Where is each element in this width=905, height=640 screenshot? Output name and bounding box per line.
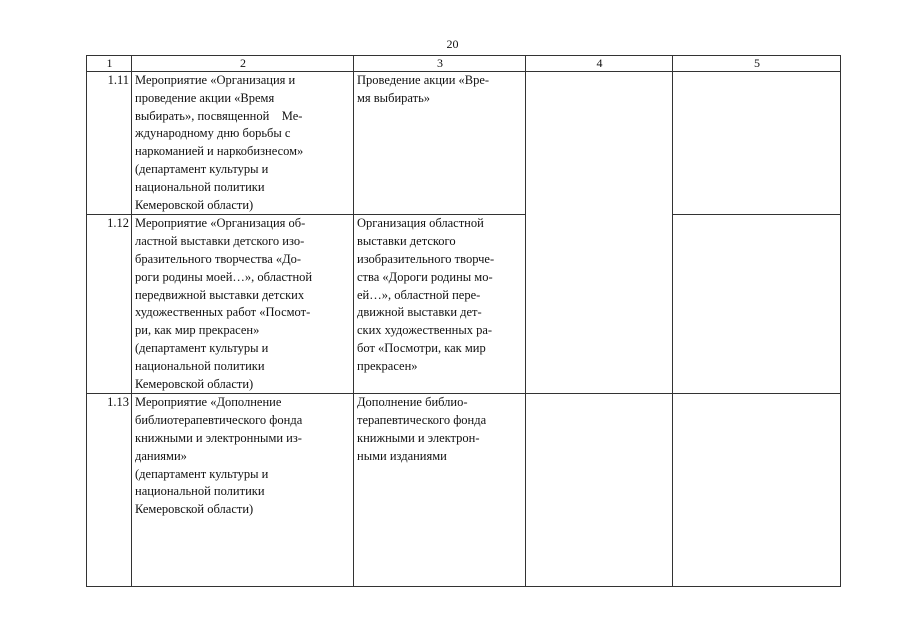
text-line: (департамент культуры и xyxy=(135,466,269,481)
text-line: Кемеровской области) xyxy=(135,197,254,212)
text-line: национальной политики xyxy=(135,179,265,194)
column-header-5: 5 xyxy=(673,56,841,72)
text-line: ей…», областной пере- xyxy=(357,287,481,302)
text-line: ждународному дню борьбы с xyxy=(135,126,291,141)
text-line: художественных работ «Посмот- xyxy=(135,305,311,320)
table-row-1-12 xyxy=(87,215,841,394)
row-number: 1.13 xyxy=(87,394,132,587)
text-line: Проведение акции «Вре- xyxy=(357,73,490,87)
table-row-1-11 xyxy=(87,72,841,215)
event-description xyxy=(132,72,354,215)
text-line: ских художественных ра- xyxy=(357,323,493,338)
expected-result xyxy=(354,72,526,215)
column-header-3: 3 xyxy=(354,56,526,72)
table-header-row xyxy=(87,56,841,72)
text-line: книжными и электронными из- xyxy=(135,430,302,445)
event-description xyxy=(132,215,354,394)
text-line: Кемеровской области) xyxy=(135,502,254,517)
text-line: бот «Посмотри, как мир xyxy=(357,340,486,355)
text-line: выставки детского xyxy=(357,234,456,249)
text-line: мя выбирать» xyxy=(357,90,431,105)
text-line: проведение акции «Время xyxy=(135,90,275,105)
column-4-cell xyxy=(526,72,673,394)
text-line: (департамент культуры и xyxy=(135,161,269,176)
column-header-4: 4 xyxy=(526,56,673,72)
text-line: национальной политики xyxy=(135,484,265,499)
text-line: Организация областной xyxy=(357,216,484,231)
text-line: ства «Дороги родины мо- xyxy=(357,269,493,284)
text-line: Мероприятие «Дополнение xyxy=(135,395,282,410)
text-line: бразительного творчества «До- xyxy=(135,251,302,266)
text-line: Кемеровской области) xyxy=(135,376,254,391)
text-line: прекрасен» xyxy=(357,358,418,373)
program-table xyxy=(86,55,841,587)
column-5-cell xyxy=(673,394,841,587)
column-5-cell xyxy=(673,72,841,215)
text-line: (департамент культуры и xyxy=(135,340,269,355)
text-line: изобразительного творче- xyxy=(357,251,495,266)
page-number: 20 xyxy=(446,37,459,51)
text-line: ластной выставки детского изо- xyxy=(135,234,305,249)
text-line: Дополнение библио- xyxy=(357,395,468,410)
text-line: даниями» xyxy=(135,448,187,463)
text-line: библиотерапевтического фонда xyxy=(135,413,303,428)
event-description xyxy=(132,394,354,587)
text-line: национальной политики xyxy=(135,358,265,373)
text-line: терапевтического фонда xyxy=(357,413,487,428)
text-line: ными изданиями xyxy=(357,448,447,463)
text-line: Мероприятие «Организация об- xyxy=(135,216,306,231)
expected-result xyxy=(354,215,526,394)
text-line: выбирать», посвященной Ме- xyxy=(135,108,303,123)
text-line: ри, как мир прекрасен» xyxy=(135,323,260,338)
text-line: наркоманией и наркобизнесом» xyxy=(135,144,304,159)
text-line: книжными и электрон- xyxy=(357,430,480,445)
table-row-1-13 xyxy=(87,394,841,587)
text-line: передвижной выставки детских xyxy=(135,287,305,302)
column-header-1: 1 xyxy=(87,56,132,72)
text-line: роги родины моей…», областной xyxy=(135,269,313,284)
row-number: 1.11 xyxy=(87,72,132,215)
column-4-cell xyxy=(526,394,673,587)
text-line: движной выставки дет- xyxy=(357,305,482,320)
expected-result xyxy=(354,394,526,587)
column-5-cell xyxy=(673,215,841,394)
row-number: 1.12 xyxy=(87,215,132,394)
column-header-2: 2 xyxy=(132,56,354,72)
text-line: Мероприятие «Организация и xyxy=(135,73,296,87)
